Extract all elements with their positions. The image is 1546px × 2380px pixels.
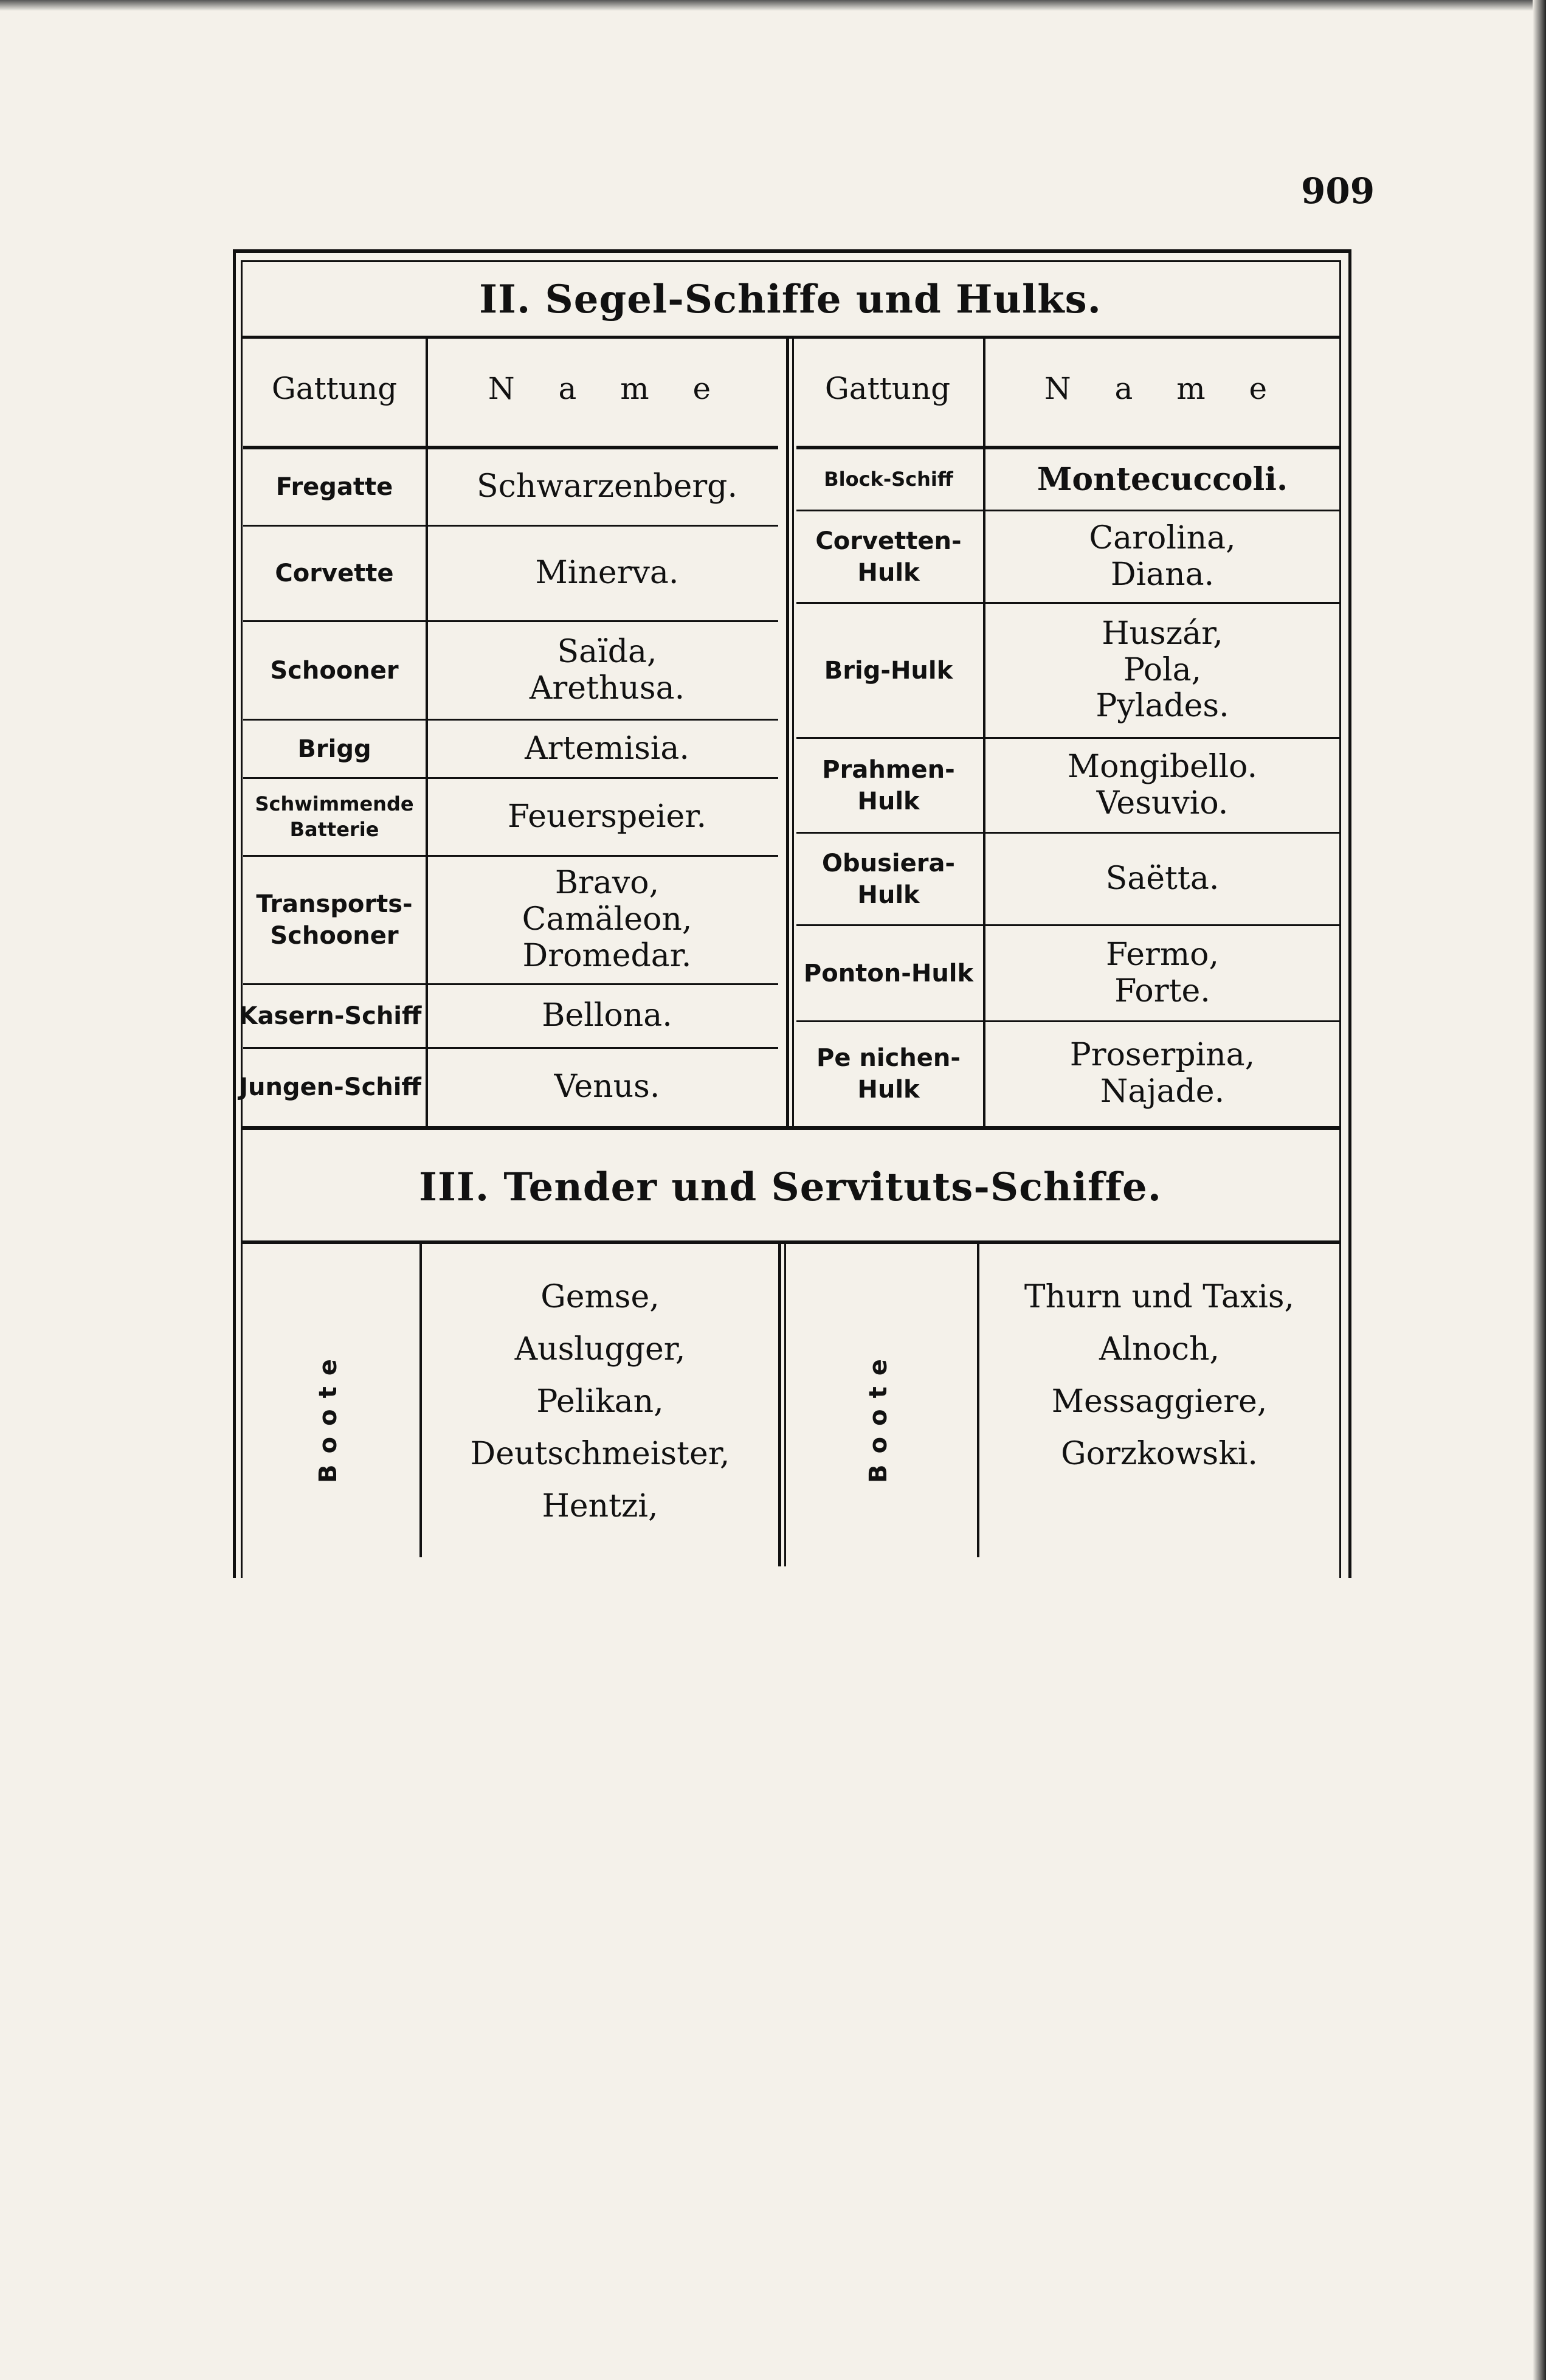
- right-row-5-name: Saëtta.: [1105, 860, 1220, 897]
- s3-right-name: Thurn und Taxis,: [1024, 1279, 1295, 1315]
- right-row-2-type: Corvetten- Hulk: [815, 527, 962, 587]
- s3-right-name: Alnoch,: [1099, 1331, 1220, 1368]
- table-right-border: [1348, 249, 1351, 1578]
- left-row-1-type: Fregatte: [275, 473, 393, 501]
- s3-right-type: Boote: [864, 1348, 892, 1483]
- table-left-border-inner: [241, 260, 243, 1578]
- left-row-2-name: Minerva.: [535, 555, 679, 592]
- right-row-1-name: Montecuccoli.: [1037, 460, 1288, 498]
- table-left-border: [233, 249, 236, 1578]
- right-row-3-name: Huszár, Pola, Pylades.: [1096, 615, 1229, 725]
- header-left-name: N a m e: [488, 371, 728, 406]
- s3-divider-middle-b: [784, 1244, 786, 1566]
- right-row-5-type: Obusiera- Hulk: [821, 849, 956, 909]
- left-row-7-type: Kasern-Schiff: [238, 1002, 422, 1030]
- page-right-edge: [1533, 0, 1546, 2380]
- left-row-5-name: Feuerspeier.: [508, 798, 706, 835]
- s3-left-names: [422, 1271, 778, 1532]
- left-row-7-name: Bellona.: [542, 997, 672, 1034]
- s3-left-name: Pelikan,: [536, 1383, 664, 1420]
- table-top-rule: [233, 249, 1351, 253]
- header-left-type: Gattung: [271, 371, 398, 406]
- section-2-bottom-rule: [242, 1126, 1341, 1130]
- right-row-6-name: Fermo, Forte.: [1105, 936, 1219, 1009]
- right-row-6-type: Ponton-Hulk: [803, 959, 974, 988]
- right-row-4-type: Prahmen- Hulk: [822, 755, 955, 815]
- left-row-8-type: Jungen-Schiff: [239, 1073, 421, 1101]
- table-top-rule-inner: [242, 260, 1341, 262]
- s3-left-name: Hentzi,: [542, 1488, 658, 1524]
- left-row-3-type: Schooner: [270, 656, 399, 685]
- left-row-2-type: Corvette: [275, 559, 394, 587]
- left-row-6-name: Bravo, Camäleon, Dromedar.: [522, 865, 692, 974]
- left-row-3-name: Saïda, Arethusa.: [529, 633, 685, 707]
- left-row-6-type: Transports- Schooner: [256, 890, 413, 950]
- s3-right-names: [979, 1271, 1339, 1480]
- s3-left-name: Gemse,: [540, 1279, 660, 1315]
- right-row-4-name: Mongibello. Vesuvio.: [1067, 748, 1258, 822]
- section-3-title: III. Tender und Servituts-Schiffe.: [419, 1164, 1162, 1210]
- right-row-2-name: Carolina, Diana.: [1089, 519, 1236, 593]
- s3-left-type: Boote: [314, 1348, 342, 1483]
- page-top-edge: [0, 0, 1546, 11]
- s3-left-name: Auslugger,: [514, 1331, 686, 1368]
- header-right-name: N a m e: [1044, 371, 1285, 406]
- right-row-1-type: Block-Schiff: [824, 467, 953, 491]
- left-row-4-type: Brigg: [297, 735, 371, 763]
- s3-divider-middle-a: [778, 1244, 781, 1566]
- table-right-border-inner: [1339, 260, 1341, 1578]
- right-row-3-type: Brig-Hulk: [824, 656, 953, 685]
- left-row-1-name: Schwarzenberg.: [477, 468, 737, 505]
- left-row-8-name: Venus.: [554, 1068, 660, 1105]
- right-row-7-name: Proserpina, Najade.: [1069, 1036, 1255, 1110]
- s3-right-name: Gorzkowski.: [1061, 1436, 1258, 1472]
- section-3-title-rule: [242, 1240, 1341, 1244]
- left-row-4-name: Artemisia.: [525, 730, 689, 767]
- section-2-title: II. Segel-Schiffe und Hulks.: [479, 277, 1102, 322]
- page-number: 909: [1301, 170, 1375, 212]
- divider-middle-a: [786, 339, 789, 1126]
- section-2-title-rule: [242, 336, 1341, 339]
- header-right-type: Gattung: [824, 371, 951, 406]
- right-row-7-type: Pe nichen- Hulk: [816, 1043, 961, 1104]
- s3-right-name: Messaggiere,: [1051, 1383, 1268, 1420]
- s3-left-name: Deutschmeister,: [470, 1436, 730, 1472]
- left-row-5-type: Schwimmende Batterie: [255, 792, 414, 841]
